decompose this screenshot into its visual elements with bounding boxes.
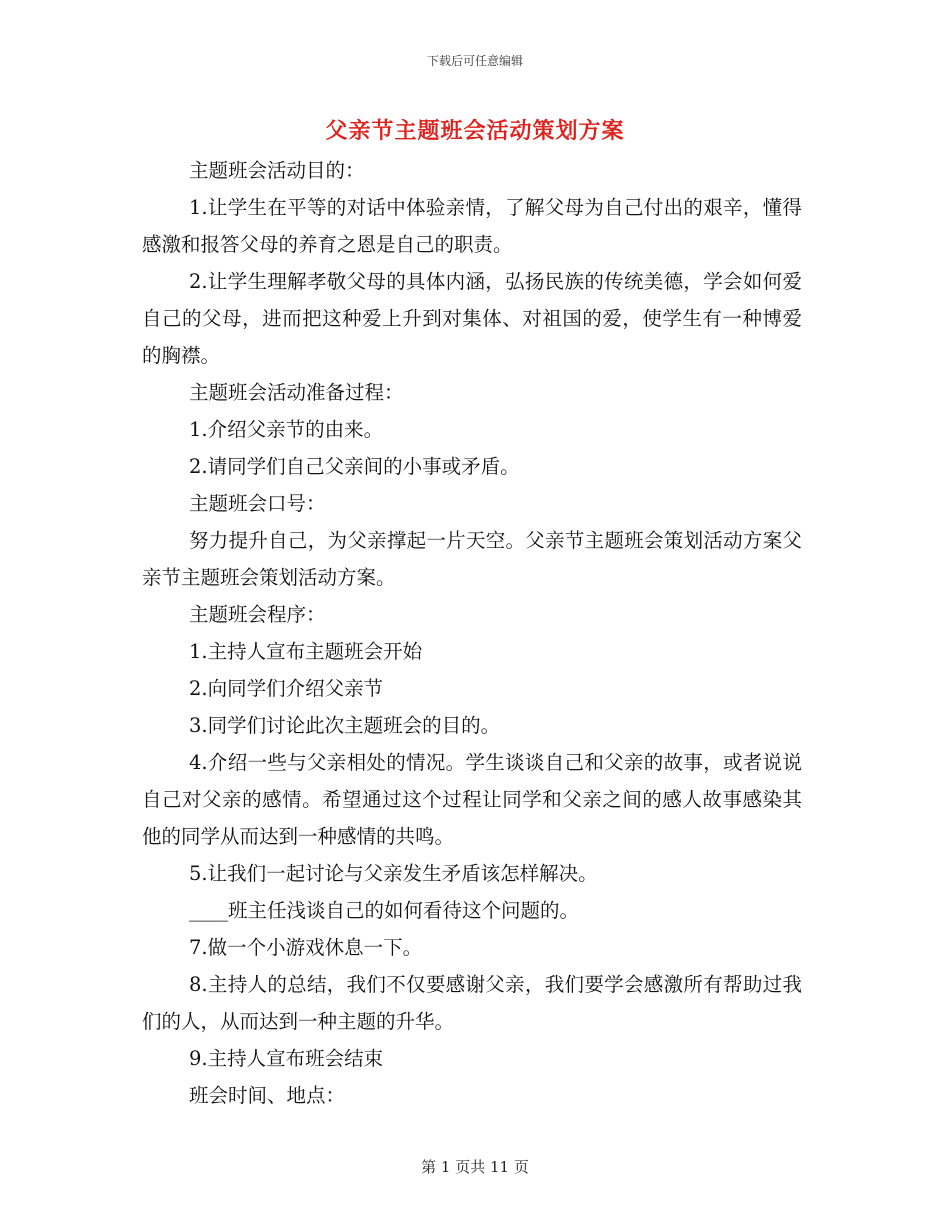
document-body bbox=[142, 152, 802, 1114]
header-note: 下载后可任意编辑 bbox=[426, 54, 523, 68]
paragraph: 1.让学生在平等的对话中体验亲情，了解父母为自己付出的艰辛，懂得感激和报答父母的养育之恩是自己的职责。 bbox=[142, 196, 802, 256]
paragraph: 9.主持人宣布班会结束 bbox=[189, 1047, 384, 1070]
paragraph: 2.请同学们自己父亲间的小事或矛盾。 bbox=[189, 455, 520, 478]
paragraph: 主题班会活动准备过程： bbox=[189, 381, 404, 404]
page-number-footer: 第 1 页共 11 页 bbox=[421, 1158, 529, 1176]
paragraph: 1.主持人宣布主题班会开始 bbox=[189, 640, 423, 663]
paragraph: 4.介绍一些与父亲相处的情况。学生谈谈自己和父亲的故事，或者说说自己对父亲的感情。希望通过这个过程让同学和父亲之间的感人故事感染其他的同学从而达到一种感情的共鸣。 bbox=[142, 751, 802, 848]
paragraph: 2.让学生理解孝敬父母的具体内涵，弘扬民族的传统美德，学会如何爱自己的父母，进而把这种爱上升到对集体、对祖国的爱，使学生有一种博爱的胸襟。 bbox=[142, 270, 802, 367]
document-title: 父亲节主题班会活动策划方案 bbox=[325, 118, 625, 144]
paragraph: 主题班会口号： bbox=[189, 492, 326, 515]
paragraph: ____班主任浅谈自己的如何看待这个问题的。 bbox=[189, 899, 580, 922]
paragraph: 5.让我们一起讨论与父亲发生矛盾该怎样解决。 bbox=[189, 862, 598, 885]
paragraph: 8.主持人的总结，我们不仅要感谢父亲，我们要学会感激所有帮助过我们的人，从而达到一种主题的升华。 bbox=[142, 973, 802, 1033]
paragraph: 主题班会活动目的： bbox=[189, 159, 365, 182]
paragraph: 2.向同学们介绍父亲节 bbox=[189, 677, 384, 700]
paragraph: 主题班会程序： bbox=[189, 603, 326, 626]
paragraph: 努力提升自己，为父亲撑起一片天空。父亲节主题班会策划活动方案父亲节主题班会策划活动方案。 bbox=[142, 529, 802, 589]
paragraph: 班会时间、地点： bbox=[189, 1084, 346, 1107]
paragraph: 3.同学们讨论此次主题班会的目的。 bbox=[189, 714, 501, 737]
paragraph: 1.介绍父亲节的由来。 bbox=[189, 418, 384, 441]
paragraph: 7.做一个小游戏休息一下。 bbox=[189, 936, 423, 959]
